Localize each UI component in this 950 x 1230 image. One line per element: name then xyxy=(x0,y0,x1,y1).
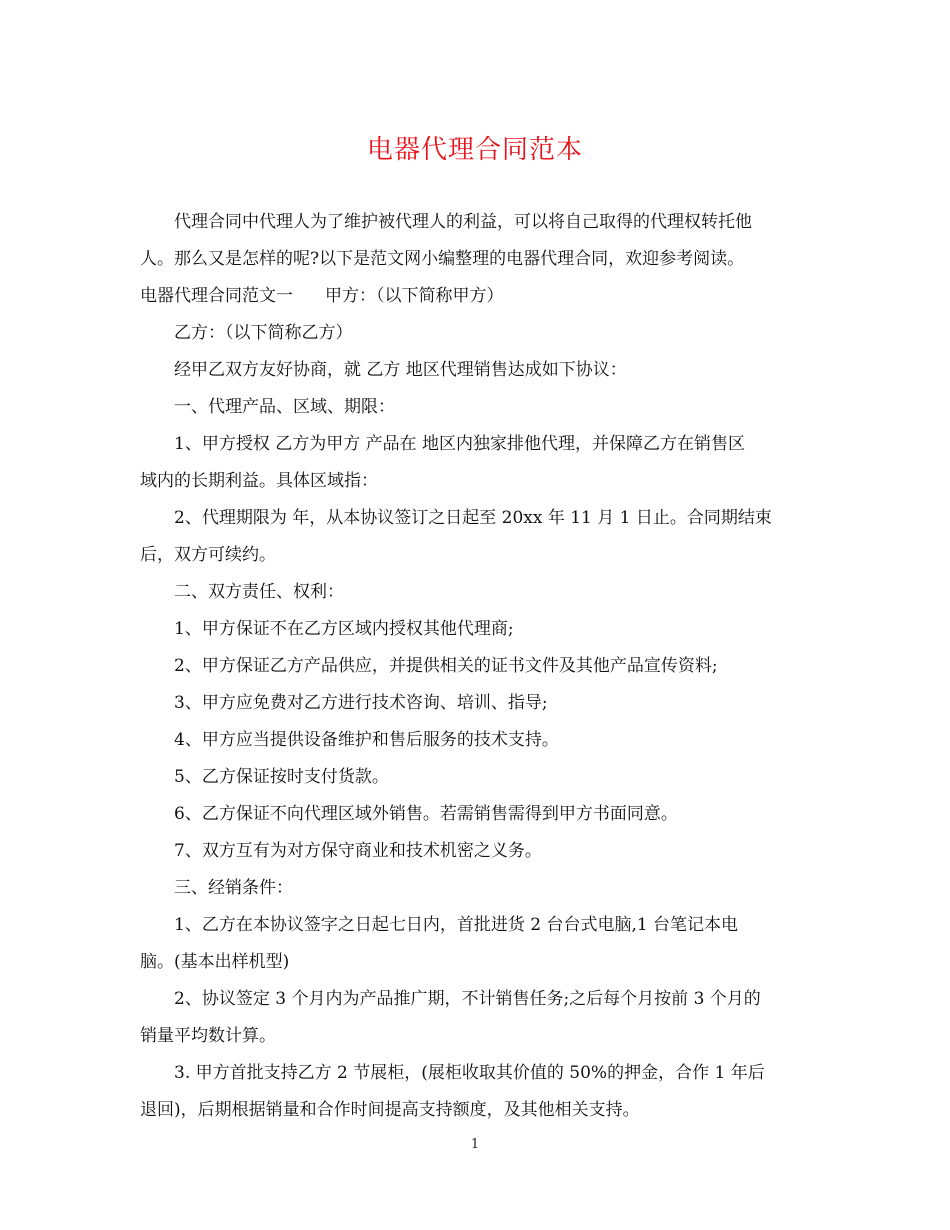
clause-heading: 三、经销条件： xyxy=(174,878,293,898)
page-number: 1 xyxy=(470,1137,480,1152)
paragraph-line: 5、乙方保证按时支付货款。 xyxy=(174,767,389,787)
paragraph-line: 1、甲方授权 乙方为甲方 产品在 地区内独家排他代理，并保障乙方在销售区 xyxy=(174,434,746,454)
document-title: 电器代理合同范本 xyxy=(366,135,583,165)
paragraph-line: 3. 甲方首批支持乙方 2 节展柜，(展柜收取其价值的 50%的押金，合作 1 年后 xyxy=(174,1063,765,1083)
paragraph-line: 人。那么又是怎样的呢?以下是范文网小编整理的电器代理合同，欢迎参考阅读。 xyxy=(140,249,745,269)
document-body xyxy=(140,204,815,1129)
paragraph-line: 1、乙方在本协议签字之日起七日内，首批进货 2 台台式电脑,1 台笔记本电 xyxy=(174,915,739,935)
clause-heading: 一、代理产品、区域、期限： xyxy=(174,397,395,417)
paragraph-line: 退回)，后期根据销量和合作时间提高支持额度，及其他相关支持。 xyxy=(140,1100,640,1120)
paragraph-line: 2、甲方保证乙方产品供应，并提供相关的证书文件及其他产品宣传资料; xyxy=(174,656,718,676)
section-heading: 电器代理合同范文一 xyxy=(140,286,293,306)
paragraph-line: 域内的长期利益。具体区域指： xyxy=(140,471,378,491)
paragraph-line: 脑。(基本出样机型) xyxy=(140,952,290,972)
paragraph-line xyxy=(140,278,815,315)
paragraph-line: 销量平均数计算。 xyxy=(140,1026,276,1046)
paragraph-line: 6、乙方保证不向代理区域外销售。若需销售需得到甲方书面同意。 xyxy=(174,804,678,824)
paragraph-line: 经甲乙双方友好协商，就 乙方 地区代理销售达成如下协议： xyxy=(174,360,627,380)
paragraph-line: 7、双方互有为对方保守商业和技术机密之义务。 xyxy=(174,841,542,861)
paragraph-line: 1、甲方保证不在乙方区域内授权其他代理商; xyxy=(174,619,514,639)
paragraph-line: 2、代理期限为 年，从本协议签订之日起至 20xx 年 11 月 1 日止。合同期结束 xyxy=(174,508,772,528)
clause-heading: 二、双方责任、权利： xyxy=(174,582,344,602)
paragraph-line: 后，双方可续约。 xyxy=(140,545,276,565)
paragraph-line: 3、甲方应免费对乙方进行技术咨询、培训、指导; xyxy=(174,693,548,713)
paragraph-line: 2、协议签定 3 个月内为产品推广期，不计销售任务;之后每个月按前 3 个月的 xyxy=(174,989,761,1009)
party-b-line: 乙方：（以下简称乙方） xyxy=(174,323,353,343)
party-a-line: 甲方：（以下简称甲方） xyxy=(325,286,504,306)
paragraph-line: 代理合同中代理人为了维护被代理人的利益，可以将自己取得的代理权转托他 xyxy=(174,212,752,232)
paragraph-line: 4、甲方应当提供设备维护和售后服务的技术支持。 xyxy=(174,730,559,750)
